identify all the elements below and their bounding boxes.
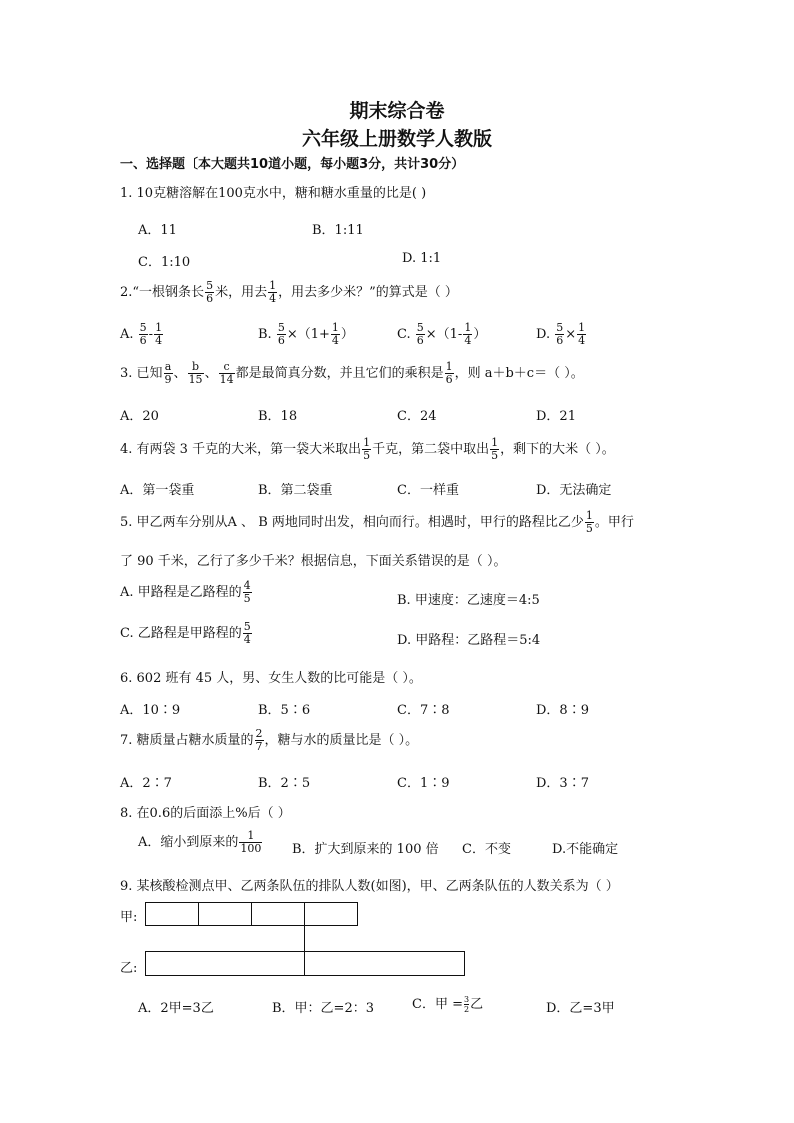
question-1-stem: 1. 10克糖溶解在100克水中，糖和糖水重量的比是( ) bbox=[120, 186, 427, 201]
q2-fraction-used: $\frac{1}{4}$ bbox=[269, 279, 277, 305]
diagram-jia-segment-3 bbox=[251, 902, 305, 926]
question-8-option-a: A．缩小到原来的 $\frac{1}{100}$ bbox=[138, 829, 262, 855]
question-2-option-a: A. $\frac{5}{6}$ - $\frac{1}{4}$ bbox=[120, 321, 163, 347]
question-4-stem: 4. 有两袋 3 千克的大米，第一袋大米取出 $\frac{1}{5}$ 千克，第二袋中取出 $\frac{1}{5}$ ，剩下的大米（ ）。 bbox=[120, 436, 615, 462]
diagram-yi-segment-2 bbox=[304, 951, 465, 976]
diagram-divider-line bbox=[304, 926, 305, 952]
question-2-option-c: C. $\frac{5}{6}$ ×（1- $\frac{1}{4}$ ） bbox=[397, 321, 487, 347]
question-6-option-b: B．5∶6 bbox=[258, 703, 311, 718]
question-6-option-a: A．10∶9 bbox=[120, 703, 181, 718]
question-3-option-a: A．20 bbox=[120, 409, 159, 424]
question-2-stem bbox=[120, 280, 458, 305]
diagram-yi-segment-1 bbox=[145, 951, 305, 976]
question-1-option-a: A．11 bbox=[138, 223, 177, 238]
q2-text-pre: 2.“一根钢条长 bbox=[120, 285, 205, 300]
question-9-option-d: D．乙=3甲 bbox=[546, 1001, 615, 1016]
question-5-option-a: A. 甲路程是乙路程的 $\frac{4}{5}$ bbox=[120, 579, 251, 605]
question-4-option-d: D．无法确定 bbox=[536, 483, 612, 498]
question-6-option-c: C．7∶8 bbox=[397, 703, 450, 718]
question-8-option-b: B．扩大到原来的 100 倍 bbox=[292, 842, 439, 857]
question-1-option-d: D. 1:1 bbox=[402, 251, 442, 266]
question-4-option-a: A．第一袋重 bbox=[120, 483, 195, 498]
question-7-option-b: B．2∶5 bbox=[258, 776, 311, 791]
q2-text-mid: 米，用去 bbox=[215, 285, 268, 300]
section-heading: 一、选择题〔本大题共10道小题，每小题3分，共计30分） bbox=[120, 157, 465, 172]
question-3-option-d: D．21 bbox=[536, 409, 576, 424]
page-subtitle: 六年级上册数学人教版 bbox=[301, 128, 492, 150]
question-2-option-b: B. $\frac{5}{6}$ ×（1+ $\frac{1}{4}$ ） bbox=[258, 321, 354, 347]
question-6-option-d: D．8∶9 bbox=[536, 703, 589, 718]
question-6-stem: 6. 602 班有 45 人，男、女生人数的比可能是（ ）。 bbox=[120, 671, 422, 686]
diagram-label-jia: 甲: bbox=[120, 910, 138, 925]
diagram-jia-segment-1 bbox=[145, 902, 199, 926]
question-9-option-a: A．2甲=3乙 bbox=[138, 1001, 214, 1016]
diagram-jia-segment-4 bbox=[304, 902, 358, 926]
question-7-option-c: C．1∶9 bbox=[397, 776, 450, 791]
question-5-option-c: C. 乙路程是甲路程的 $\frac{5}{4}$ bbox=[120, 620, 251, 646]
question-9-stem: 9. 某核酸检测点甲、乙两条队伍的排队人数(如图)，甲、乙两条队伍的人数关系为（ ） bbox=[120, 879, 619, 894]
question-9-option-c: C．甲 = $\frac{3}{2}$ 乙 bbox=[412, 995, 484, 1014]
diagram-label-yi: 乙: bbox=[120, 961, 138, 976]
question-3-stem: 3. 已知 $\frac{a}{9}$ 、 $\frac{b}{15}$ 、 $\frac{c}{14}$ 都是最简真分数，并且它们的乘积是 $\frac{1}{6}$ ，则 a＋b＋c＝（ ）。 bbox=[120, 360, 584, 386]
question-8-option-c: C．不变 bbox=[462, 842, 511, 857]
question-4-option-c: C．一样重 bbox=[397, 483, 459, 498]
question-8-option-d: D.不能确定 bbox=[552, 842, 619, 857]
question-7-option-a: A．2∶7 bbox=[120, 776, 172, 791]
page-title: 期末综合卷 bbox=[349, 100, 445, 122]
question-7-stem: 7. 糖质量占糖水质量的 $\frac{2}{7}$ ，糖与水的质量比是（ ）。 bbox=[120, 727, 419, 753]
diagram-jia-segment-2 bbox=[198, 902, 252, 926]
question-2-option-d: D. $\frac{5}{6}$ × $\frac{1}{4}$ bbox=[536, 321, 586, 347]
q2-text-post: ，用去多少米？”的算式是（ ） bbox=[278, 285, 458, 300]
question-3-option-b: B．18 bbox=[258, 409, 298, 424]
question-1-option-b: B．1:11 bbox=[312, 223, 364, 238]
question-5-option-d: D. 甲路程：乙路程＝5:4 bbox=[397, 633, 541, 648]
q2-fraction-length: $\frac{5}{6}$ bbox=[206, 279, 214, 305]
question-5-stem-line2: 了 90 千米，乙行了多少千米？根据信息，下面关系错误的是（ ）。 bbox=[120, 554, 507, 569]
question-5-option-b: B. 甲速度：乙速度＝4:5 bbox=[397, 593, 540, 608]
question-4-option-b: B．第二袋重 bbox=[258, 483, 333, 498]
question-7-option-d: D．3∶7 bbox=[536, 776, 589, 791]
question-8-stem: 8. 在0.6的后面添上%后（ ） bbox=[120, 806, 291, 821]
question-1-option-c: C．1:10 bbox=[138, 255, 191, 270]
question-5-stem-line1: 5. 甲乙两车分别从A 、 B 两地同时出发，相向而行。相遇时，甲行的路程比乙少 $\frac{1}{5}$ 。甲行 bbox=[120, 509, 634, 535]
question-3-option-c: C．24 bbox=[397, 409, 437, 424]
question-9-option-b: B．甲：乙=2：3 bbox=[272, 1001, 374, 1016]
